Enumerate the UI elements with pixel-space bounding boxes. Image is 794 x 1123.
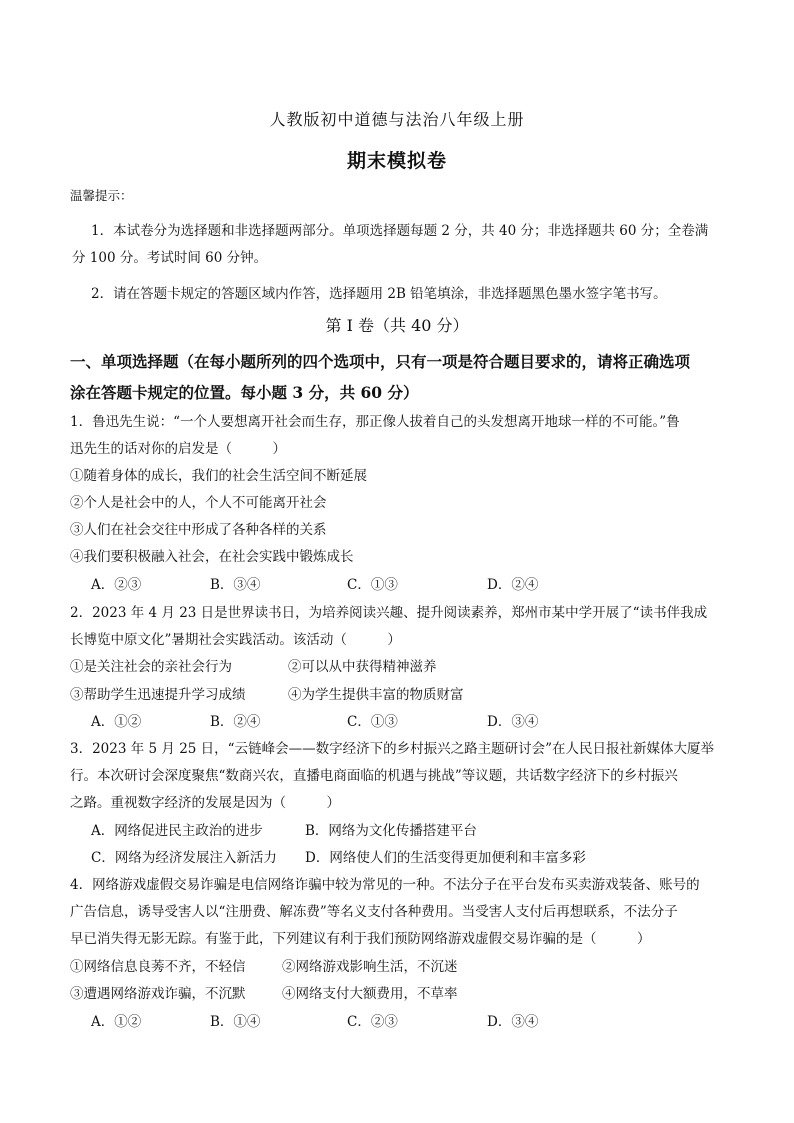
question-4-statement-2: ②网络游戏影响生活，不沉迷 (282, 959, 458, 975)
question-3-line-1: 3．2023 年 5 月 25 日，“云链峰会——数字经济下的乡村振兴之路主题研讨会”在人民日报社新媒体大厦举 (70, 741, 714, 757)
question-2-statement-1: ①是关注社会的亲社会行为 (70, 659, 232, 675)
question-3-option-c[interactable]: C．网络为经济发展注入新活力 (91, 850, 277, 866)
question-3-option-a[interactable]: A．网络促进民主政治的进步 (91, 823, 263, 839)
question-4-option-a[interactable]: A．①② (91, 1014, 142, 1030)
notice-label: 温馨提示： (70, 188, 133, 203)
question-4-statement-4: ④网络支付大额费用，不草率 (282, 986, 458, 1002)
question-3-line-2: 行。本次研讨会深度聚焦“数商兴农，直播电商面临的机遇与挑战”等议题，共话数字经济下的乡村振兴 (70, 768, 678, 784)
question-2-statement-4: ④为学生提供丰富的物质财富 (288, 687, 464, 703)
question-4-line-1: 4．网络游戏虚假交易诈骗是电信网络诈骗中较为常见的一种。不法分子在平台发布买卖游戏装备、账号的 (70, 877, 700, 893)
exam-subtitle: 人教版初中道德与法治八年级上册 (269, 110, 525, 129)
section-title-line-2: 涂在答题卡规定的位置。每小题 3 分，共 60 分） (70, 383, 419, 402)
question-1-option-b[interactable]: B．③④ (210, 577, 261, 593)
question-1-statement-4: ④我们要积极融入社会，在社会实践中锻炼成长 (70, 549, 354, 565)
question-4-option-d[interactable]: D．③④ (487, 1014, 539, 1030)
question-1-line-1: 1．鲁迅先生说：“一个人要想离开社会而生存，那正像人拔着自己的头发想离开地球一样的不可能。”鲁 (70, 414, 680, 430)
part-title: 第 Ⅰ 卷（共 40 分） (325, 316, 469, 335)
question-1-option-a[interactable]: A．②③ (91, 577, 142, 593)
question-2-statement-3: ③帮助学生迅速提升学习成绩 (70, 687, 246, 703)
question-1-statement-2: ②个人是社会中的人，个人不可能离开社会 (70, 495, 327, 511)
question-4-option-b[interactable]: B．①④ (210, 1014, 261, 1030)
exam-title: 期末模拟卷 (346, 150, 447, 172)
question-4-statement-3: ③遭遇网络游戏诈骗，不沉默 (70, 986, 246, 1002)
question-1-line-2: 迅先生的话对你的启发是（ ） (70, 441, 286, 457)
question-2-statement-2: ②可以从中获得精神滋养 (288, 659, 437, 675)
question-2-option-a[interactable]: A．①② (91, 714, 142, 730)
question-2-line-2: 长博览中原文化”暑期社会实践活动。该活动（ ） (70, 632, 401, 648)
question-1-statement-1: ①随着身体的成长，我们的社会生活空间不断延展 (70, 468, 367, 484)
question-4-option-c[interactable]: C．②③ (347, 1014, 398, 1030)
question-3-option-b[interactable]: B．网络为文化传播搭建平台 (305, 823, 477, 839)
question-2-option-d[interactable]: D．③④ (487, 714, 539, 730)
question-3-line-3: 之路。重视数字经济的发展是因为（ ） (70, 795, 340, 811)
question-4-line-2: 广告信息，诱导受害人以“注册费、解冻费”等名义支付各种费用。当受害人支付后再想联系，不法分子 (70, 904, 678, 920)
notice-item-1-line-1: 1．本试卷分为选择题和非选择题两部分。单项选择题每题 2 分，共 40 分；非选择题共 60 分；全卷满 (91, 223, 709, 239)
notice-item-2: 2．请在答题卡规定的答题区域内作答，选择题用 2B 铅笔填涂，非选择题黑色墨水签字笔书写。 (91, 286, 667, 302)
question-4-line-3: 早已消失得无影无踪。有鉴于此，下列建议有利于我们预防网络游戏虚假交易诈骗的是（ ） (70, 931, 651, 947)
question-1-option-d[interactable]: D．②④ (487, 577, 539, 593)
question-4-statement-1: ①网络信息良莠不齐，不轻信 (70, 959, 246, 975)
notice-item-1-line-2: 分 100 分。考试时间 60 分钟。 (72, 250, 268, 266)
question-3-option-d[interactable]: D．网络使人们的生活变得更加便利和丰富多彩 (305, 850, 586, 866)
question-1-statement-3: ③人们在社会交往中形成了各种各样的关系 (70, 522, 327, 538)
question-2-option-b[interactable]: B．②④ (210, 714, 261, 730)
question-2-line-1: 2．2023 年 4 月 23 日是世界读书日，为培养阅读兴趣、提升阅读素养，郑州市某中学开展了“读书伴我成 (70, 605, 708, 621)
section-title-line-1: 一、单项选择题（在每小题所列的四个选项中，只有一项是符合题目要求的，请将正确选项 (70, 352, 691, 371)
question-2-option-c[interactable]: C．①③ (347, 714, 398, 730)
question-1-option-c[interactable]: C．①③ (347, 577, 398, 593)
